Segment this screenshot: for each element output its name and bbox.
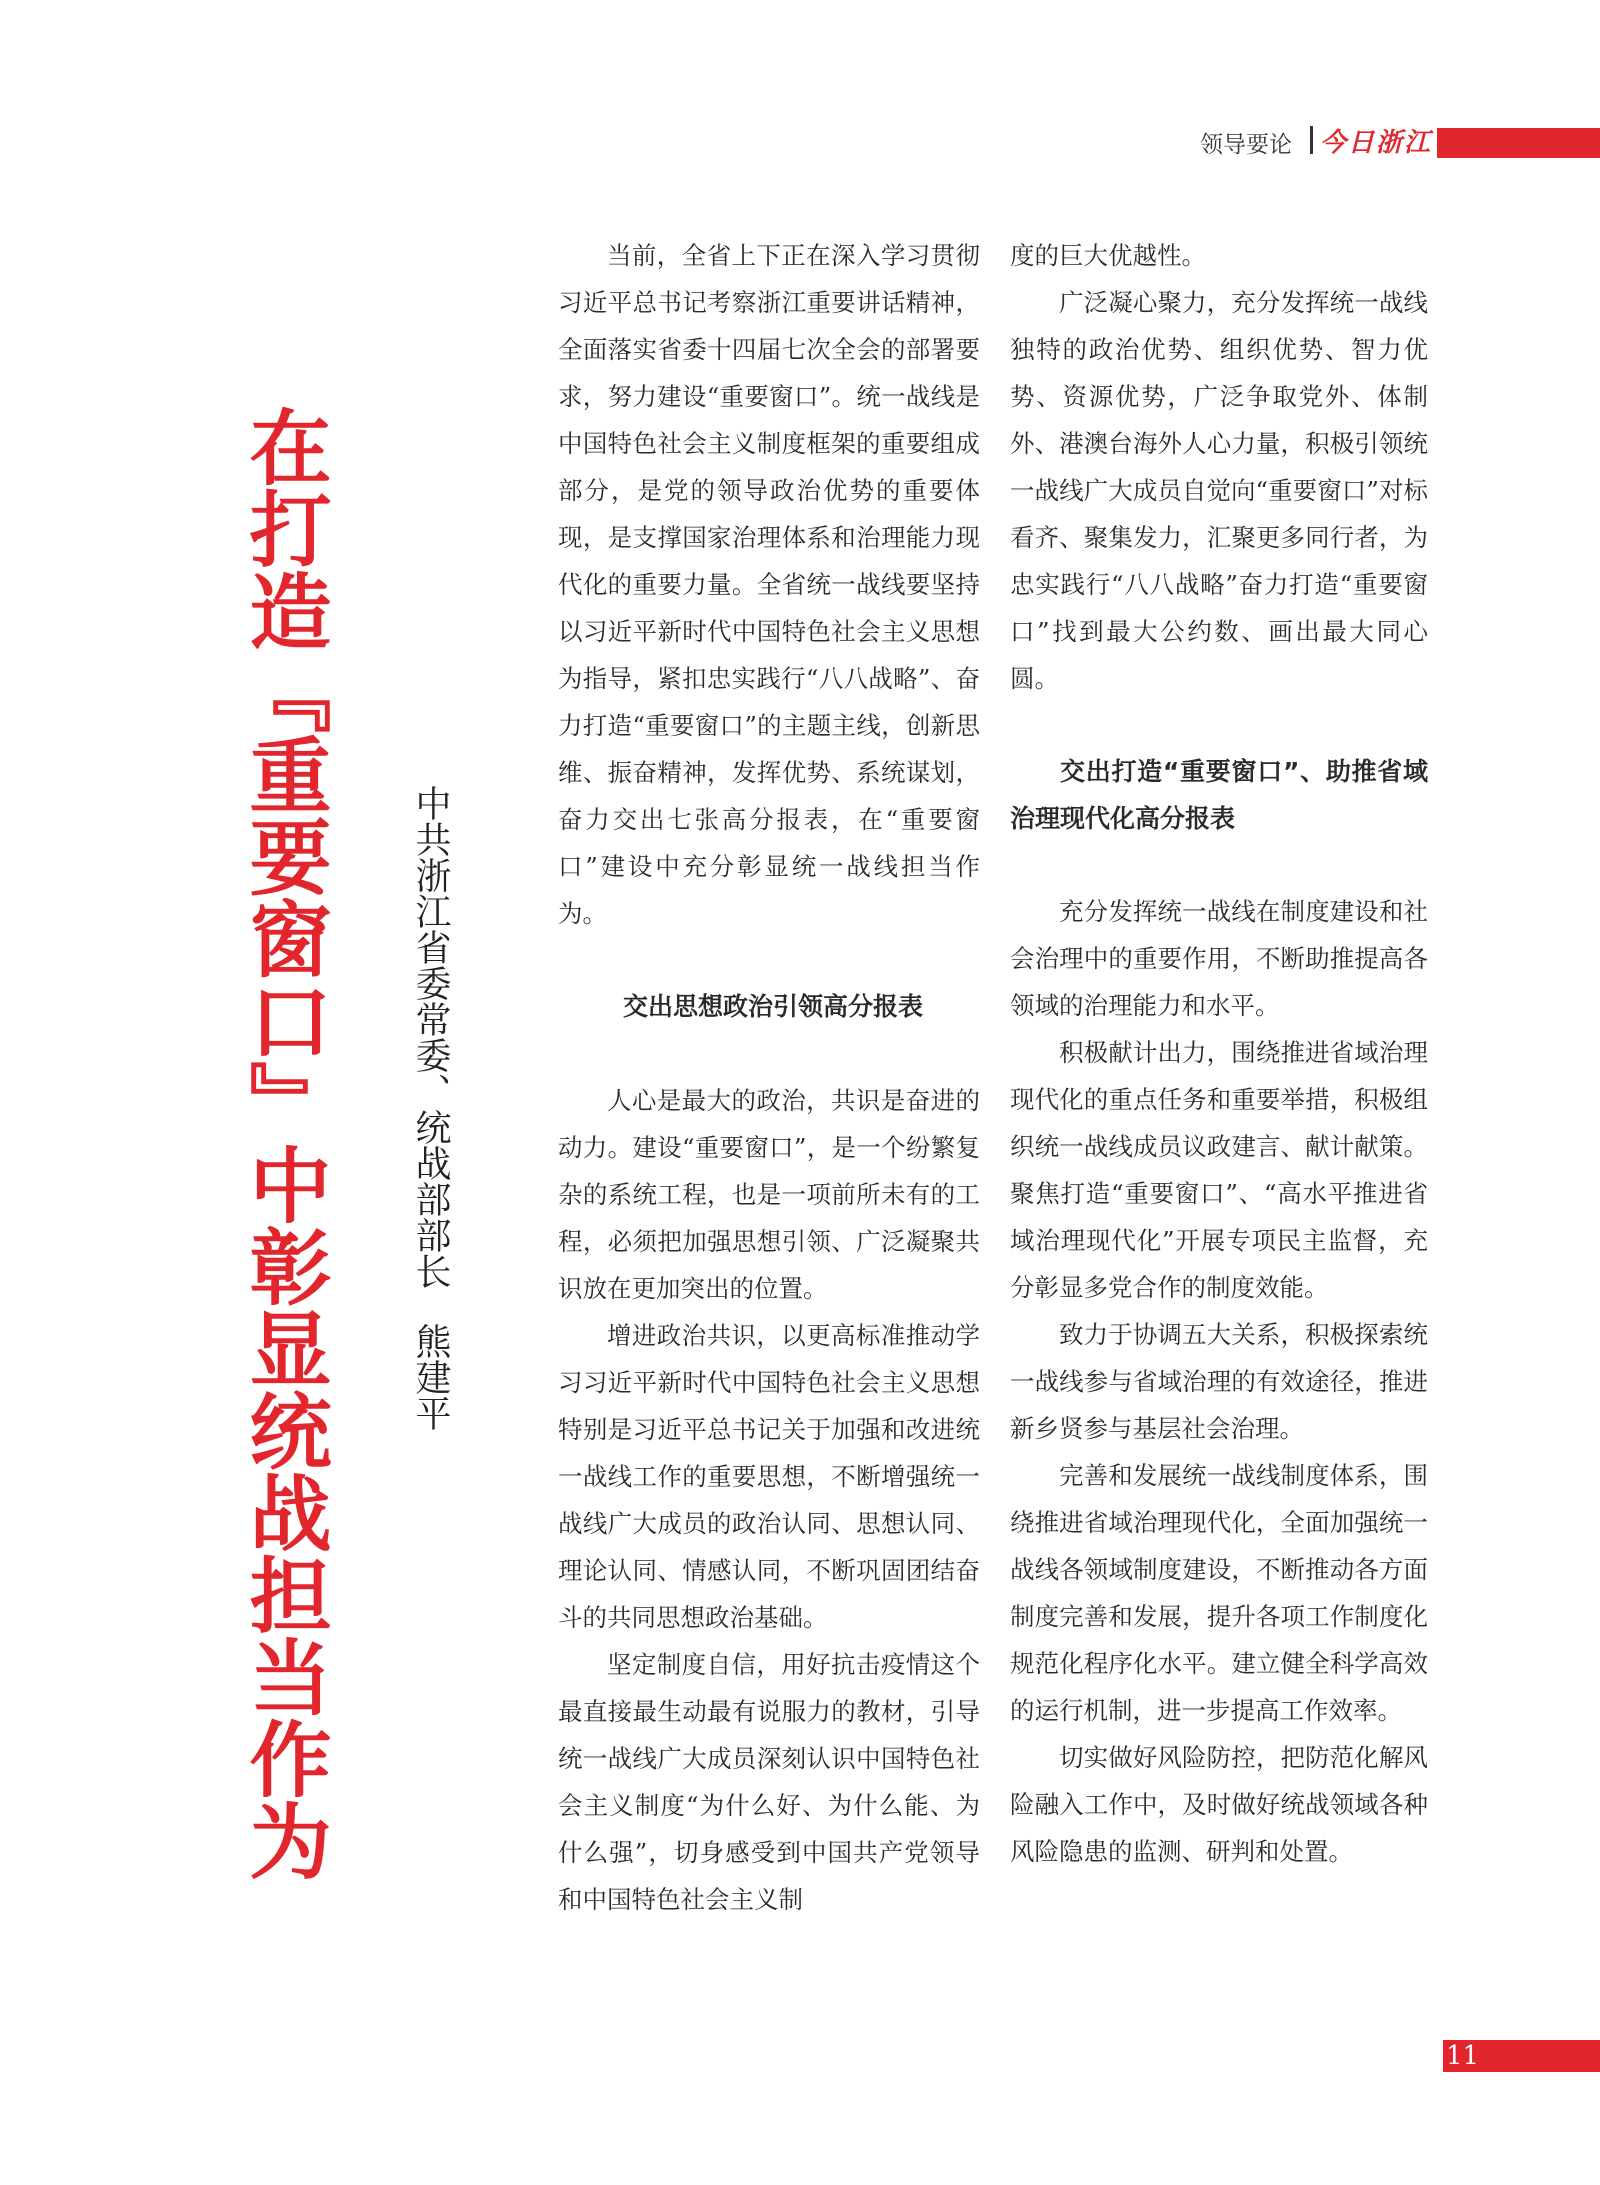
header-divider [1310,126,1313,154]
author-name: 熊建平 [410,1323,451,1431]
article-column-1 [558,232,980,1923]
body-paragraph: 完善和发展统一战线制度体系，围绕推进省域治理现代化，全面加强统一战线各领域制度建设，不断推动各方面制度完善和发展，提升各项工作制度化规范化程序化水平。建立健全科学高效的运行机制，进一步提高工作效率。 [1010,1461,1428,1725]
page-header [1190,122,1600,162]
header-accent-bar [1437,128,1600,158]
intro-paragraph: 当前，全省上下正在深入学习贯彻习近平总书记考察浙江重要讲话精神，全面落实省委十四届七次全会的部署要求，努力建设“重要窗口”。统一战线是中国特色社会主义制度框架的重要组成部分，是党的领导政治优势的重要体现，是支撑国家治理体系和治理能力现代化的重要力量。全省统一战线要坚持以习近平新时代中国特色社会主义思想为指导，紧扣忠实践行“八八战略”、奋力打造“重要窗口”的主题主线，创新思维、振奋精神，发挥优势、系统谋划，奋力交出七张高分报表，在“重要窗口”建设中充分彰显统一战线担当作为。 [558,241,980,928]
body-paragraph: 广泛凝心聚力，充分发挥统一战线独特的政治优势、组织优势、智力优势、资源优势，广泛争取党外、体制外、港澳台海外人心力量，积极引领统一战线广大成员自觉向“重要窗口”对标看齐、聚集发力，汇聚更多同行者，为忠实践行“八八战略”奋力打造“重要窗口”找到最大公约数、画出最大同心圆。 [1010,288,1428,693]
body-paragraph: 切实做好风险防控，把防范化解风险融入工作中，及时做好统战领域各种风险隐患的监测、研判和处置。 [1010,1743,1428,1866]
continued-paragraph: 度的巨大优越性。 [1010,241,1206,270]
article-title: 在打造『重要窗口』中彰显统战担当作为 [236,405,331,1881]
section-heading-ideology: 交出思想政治引领高分报表 [623,992,924,1021]
body-paragraph: 坚定制度自信，用好抗击疫情这个最直接最生动最有说服力的教材，引导统一战线广大成员深刻认识中国特色社会主义制度“为什么好、为什么能、为什么强”，切身感受到中国共产党领导和中国特色社会主义制 [558,1650,980,1914]
body-paragraph: 充分发挥统一战线在制度建设和社会治理中的重要作用，不断助推提高各领域的治理能力和水平。 [1010,897,1428,1020]
magazine-brand-logo: 今日浙江 [1320,128,1433,158]
author-byline [408,785,452,1431]
body-paragraph: 增进政治共识，以更高标准推动学习习近平新时代中国特色社会主义思想特别是习近平总书记关于加强和改进统一战线工作的重要思想，不断增强统一战线广大成员的政治认同、思想认同、理论认同、情感认同，不断巩固团结奋斗的共同思想政治基础。 [558,1321,980,1632]
body-paragraph: 人心是最大的政治，共识是奋进的动力。建设“重要窗口”，是一个纷繁复杂的系统工程，也是一项前所未有的工程，必须把加强思想引领、广泛凝聚共识放在更加突出的位置。 [558,1086,980,1303]
page-number-tab [1443,2040,1600,2072]
section-label: 领导要论 [1200,132,1292,158]
body-paragraph: 积极献计出力，围绕推进省域治理现代化的重点任务和重要举措，积极组织统一战线成员议政建言、献计献策。聚焦打造“重要窗口”、“高水平推进省域治理现代化”开展专项民主监督，充分彰显多党合作的制度效能。 [1010,1038,1428,1302]
article-column-2 [1010,232,1428,1875]
body-paragraph: 致力于协调五大关系，积极探索统一战线参与省域治理的有效途径，推进新乡贤参与基层社会治理。 [1010,1320,1428,1443]
section-heading-governance: 交出打造“重要窗口”、助推省域治理现代化高分报表 [1010,757,1428,833]
author-position: 中共浙江省委常委、统战部部长 [410,785,451,1289]
page-number: 11 [1446,2041,1480,2071]
